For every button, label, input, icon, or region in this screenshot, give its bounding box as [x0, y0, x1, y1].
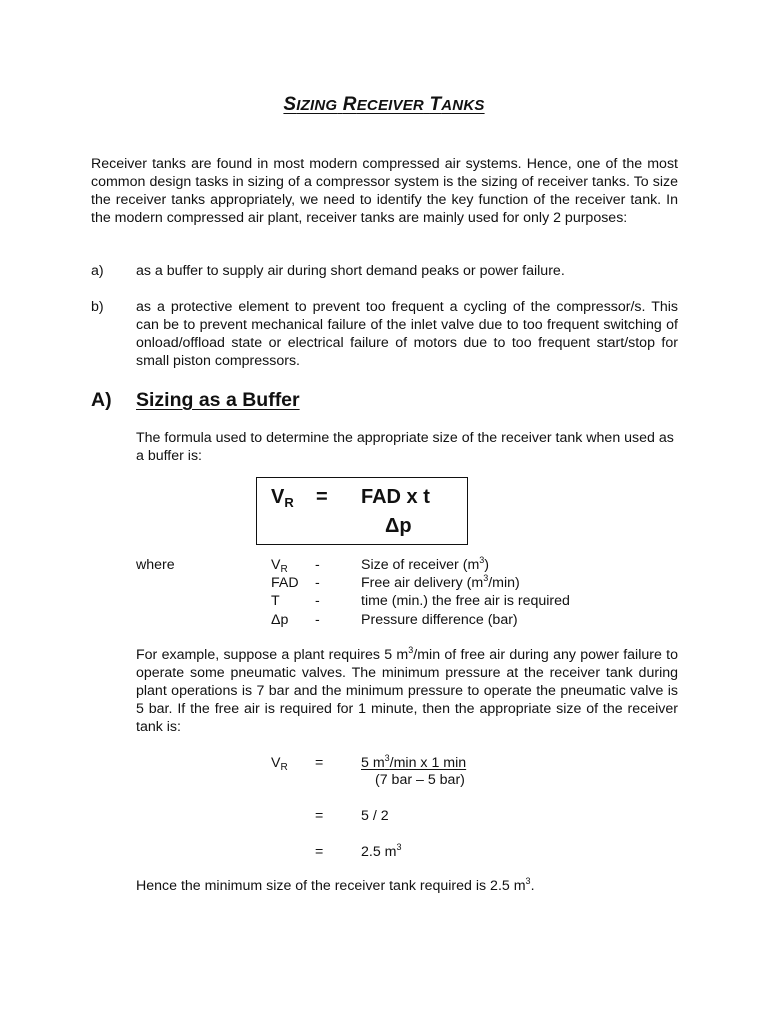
- calc-step3: 2.5 $m^3$: [361, 842, 402, 860]
- where-symbol-t: T: [271, 593, 280, 609]
- calc-numerator: 5 $m^3/\min$ x 1 min: [361, 753, 467, 771]
- formula-intro: The formula used to determine the appropriate size of the receiver tank when used as a buffer is:: [136, 430, 674, 464]
- formula-equals: =: [316, 486, 328, 508]
- formula-denominator: Δp: [385, 515, 412, 537]
- where-dash: -: [315, 575, 320, 591]
- where-dash: -: [315, 593, 320, 609]
- conclusion-text: Hence the minimum size of the receiver tank required is 2.5 $m^3$.: [136, 876, 535, 894]
- where-desc-fad: Free air delivery $(m^3/\min)$: [361, 573, 520, 591]
- where-symbol-dp: Δp: [271, 612, 289, 628]
- section-letter: A): [91, 389, 112, 411]
- where-dash: -: [315, 557, 320, 573]
- calc-equals: =: [315, 755, 324, 771]
- where-desc-vr: Size of receiver $(m^3)$: [361, 555, 490, 573]
- where-desc-dp: Pressure difference (bar): [361, 612, 518, 628]
- list-item-label-a: a): [91, 263, 104, 279]
- where-symbol-fad: FAD: [271, 575, 299, 591]
- page-title: SIZING RECEIVER TANKS: [283, 94, 485, 115]
- formula-lhs: $V_R$: [271, 486, 294, 510]
- where-dash: -: [315, 612, 320, 628]
- list-item-text-a: as a buffer to supply air during short demand peaks or power failure.: [136, 263, 565, 279]
- calc-lhs: $V_R$: [271, 755, 288, 773]
- list-item-text-b: as a protective element to prevent too frequent a cycling of the compressor/s. This can be to prevent mechanical failure of the inlet valve due to too frequent switching of onload/offload state or electrical failure of motors due to too frequent start/stop for small piston compressors.: [136, 299, 678, 369]
- calc-step3-equals: =: [315, 844, 324, 860]
- calc-step2: 5 / 2: [361, 808, 389, 824]
- formula-box: [256, 477, 468, 545]
- where-desc-t: time (min.) the free air is required: [361, 593, 570, 609]
- formula-numerator: FAD x t: [361, 486, 430, 508]
- section-heading: Sizing as a Buffer: [136, 389, 300, 411]
- where-label: where: [136, 557, 175, 573]
- calc-step2-equals: =: [315, 808, 324, 824]
- example-paragraph: For example, suppose a plant requires 5 $m^3/\min$ of free air during any power failure to operate some pneumatic valves. The minimum pressure at the receiver tank during plant operations is 7 bar and the minimum pressure to operate the pneumatic valve is 5 bar. If the free air is required for 1 minute, then the appropriate size of the receiver tank is:: [136, 645, 679, 735]
- list-item-label-b: b): [91, 299, 104, 315]
- where-symbol-vr: $V_R$: [271, 557, 288, 575]
- intro-paragraph: Receiver tanks are found in most modern compressed air systems. Hence, one of the most common design tasks in sizing of a compressor system is the sizing of receiver tanks. To size the receiver tanks appropriately, we need to identify the key function of the receiver tank. In the modern compressed air plant, receiver tanks are mainly used for only 2 purposes:: [91, 156, 678, 226]
- calc-denominator: (7 bar – 5 bar): [375, 772, 465, 788]
